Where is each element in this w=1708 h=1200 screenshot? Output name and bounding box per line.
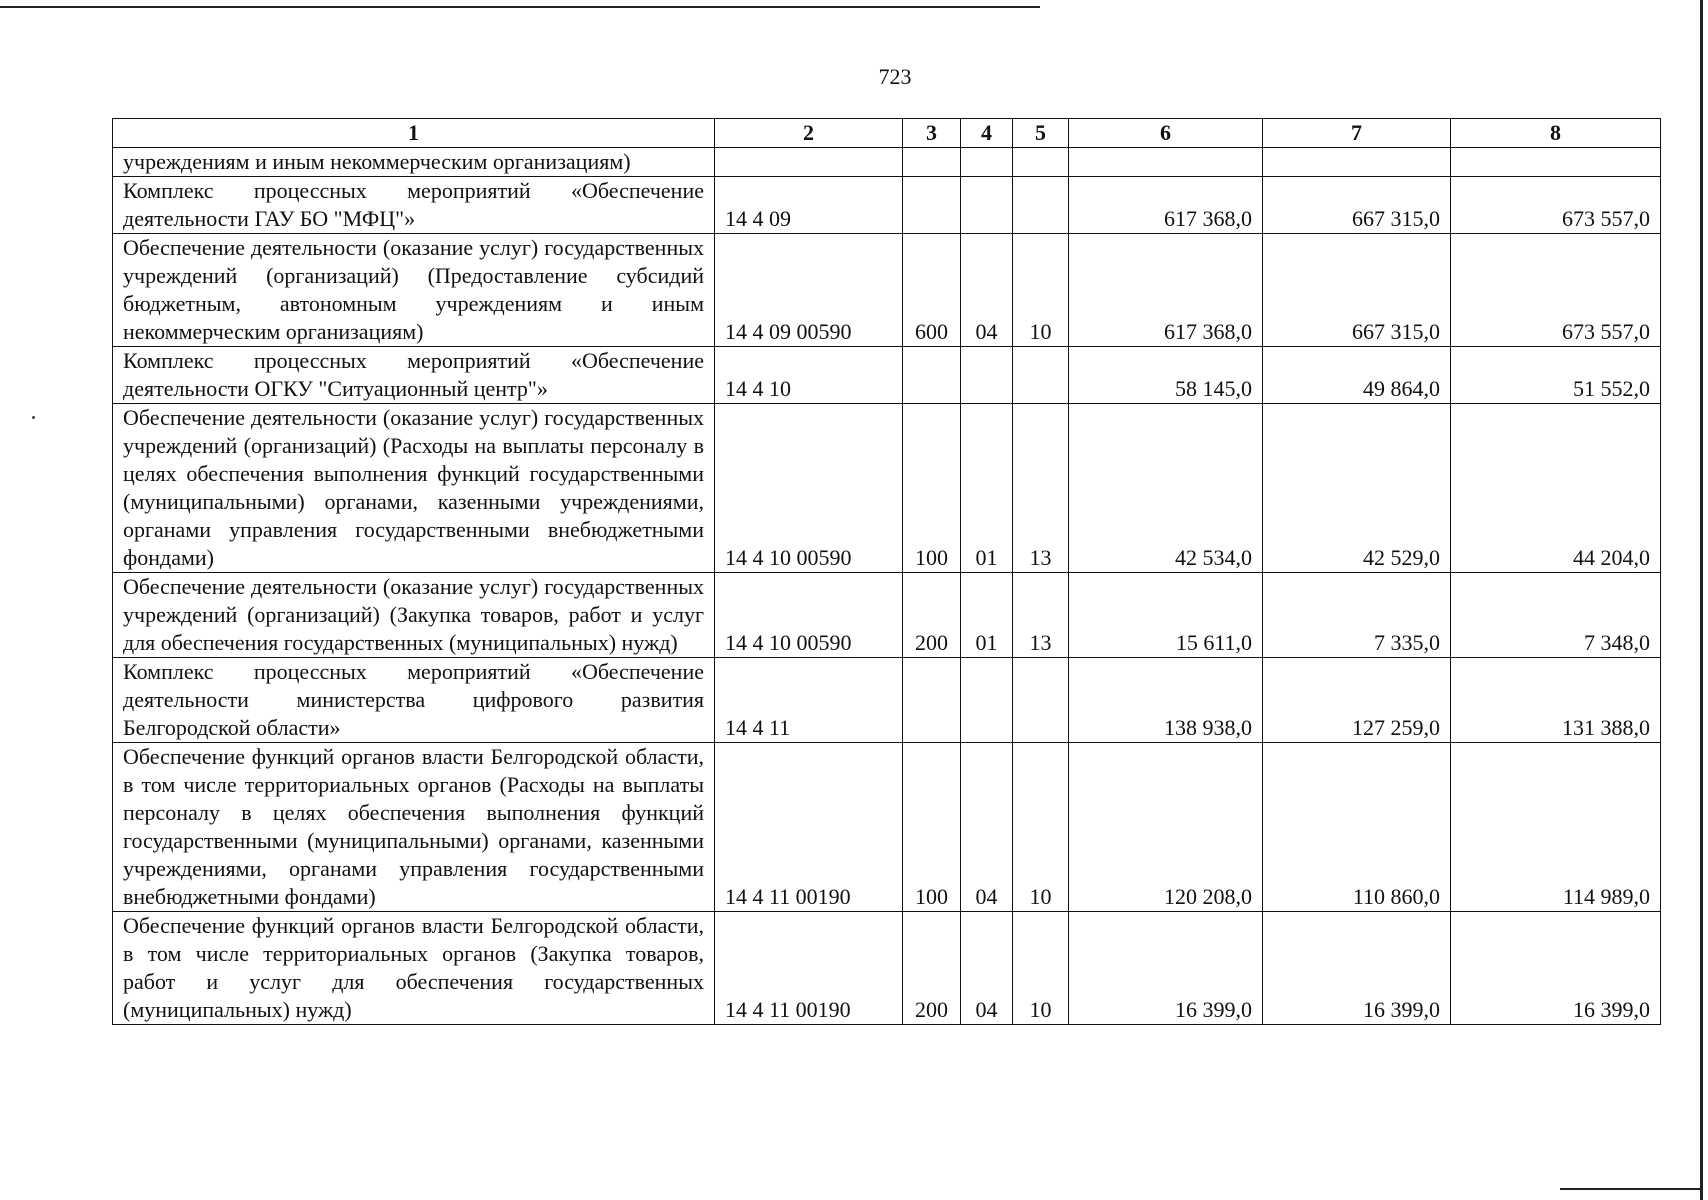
row-pr: 10 <box>1013 234 1069 347</box>
row-name: Комплекс процессных мероприятий «Обеспечение деятельности ОГКУ "Ситуационный центр"» <box>113 347 715 404</box>
page-number: 723 <box>878 64 912 89</box>
row-name: Комплекс процессных мероприятий «Обеспечение деятельности ГАУ БО "МФЦ"» <box>113 177 715 234</box>
row-vr: 200 <box>903 912 961 1025</box>
row-pr: 13 <box>1013 404 1069 573</box>
row-amount-col8: 7 348,0 <box>1451 573 1661 658</box>
row-vr: 200 <box>903 573 961 658</box>
row-name: Обеспечение функций органов власти Белгородской области, в том числе территориальных органов (Расходы на выплаты персоналу в целях обеспечения выполнения функций государственными (муниципальными) органами, казенными учреждениями, органами управления государственными внебюджетными фондами) <box>113 743 715 912</box>
row-amount-col8: 16 399,0 <box>1451 912 1661 1025</box>
row-pr <box>1013 347 1069 404</box>
row-code: 14 4 10 <box>715 347 903 404</box>
row-amount-col7: 7 335,0 <box>1263 573 1451 658</box>
header-col-1: 1 <box>113 119 715 148</box>
table-row <box>113 573 1661 658</box>
table-row <box>113 658 1661 743</box>
table-row <box>113 234 1661 347</box>
row-rz <box>961 177 1013 234</box>
table-row <box>113 347 1661 404</box>
row-vr: 100 <box>903 743 961 912</box>
scan-border-top <box>0 6 1040 8</box>
row-amount-col6: 16 399,0 <box>1069 912 1263 1025</box>
row-name: Комплекс процессных мероприятий «Обеспечение деятельности министерства цифрового развития Белгородской области» <box>113 658 715 743</box>
row-vr <box>903 148 961 177</box>
row-code: 14 4 09 00590 <box>715 234 903 347</box>
row-amount-col8: 44 204,0 <box>1451 404 1661 573</box>
row-amount-col6 <box>1069 148 1263 177</box>
row-amount-col7 <box>1263 148 1451 177</box>
row-amount-col7: 42 529,0 <box>1263 404 1451 573</box>
row-rz: 04 <box>961 234 1013 347</box>
row-amount-col7: 667 315,0 <box>1263 234 1451 347</box>
row-amount-col7: 16 399,0 <box>1263 912 1451 1025</box>
header-col-6: 6 <box>1069 119 1263 148</box>
row-amount-col8: 131 388,0 <box>1451 658 1661 743</box>
row-amount-col6: 15 611,0 <box>1069 573 1263 658</box>
row-rz: 01 <box>961 404 1013 573</box>
row-code: 14 4 11 00190 <box>715 743 903 912</box>
row-pr: 13 <box>1013 573 1069 658</box>
header-col-3: 3 <box>903 119 961 148</box>
row-name: учреждениям и иным некоммерческим организациям) <box>113 148 715 177</box>
header-col-7: 7 <box>1263 119 1451 148</box>
row-amount-col7: 127 259,0 <box>1263 658 1451 743</box>
row-rz <box>961 658 1013 743</box>
row-amount-col7: 49 864,0 <box>1263 347 1451 404</box>
row-amount-col6: 138 938,0 <box>1069 658 1263 743</box>
scan-speck <box>32 416 35 419</box>
row-pr <box>1013 177 1069 234</box>
row-pr: 10 <box>1013 743 1069 912</box>
header-col-8: 8 <box>1451 119 1661 148</box>
row-vr: 600 <box>903 234 961 347</box>
row-amount-col8: 51 552,0 <box>1451 347 1661 404</box>
row-rz <box>961 347 1013 404</box>
table-row <box>113 177 1661 234</box>
row-pr <box>1013 148 1069 177</box>
table-row <box>113 912 1661 1025</box>
row-amount-col8: 114 989,0 <box>1451 743 1661 912</box>
row-amount-col8 <box>1451 148 1661 177</box>
row-rz: 01 <box>961 573 1013 658</box>
row-amount-col6: 42 534,0 <box>1069 404 1263 573</box>
budget-table <box>112 118 1661 1025</box>
row-amount-col7: 667 315,0 <box>1263 177 1451 234</box>
row-code: 14 4 10 00590 <box>715 404 903 573</box>
row-vr: 100 <box>903 404 961 573</box>
scan-border-bottom <box>1560 1188 1700 1190</box>
row-vr <box>903 658 961 743</box>
table-row <box>113 743 1661 912</box>
row-name: Обеспечение деятельности (оказание услуг) государственных учреждений (организаций) (Расходы на выплаты персоналу в целях обеспечения выполнения функций государственными (муниципальными) органами, казенными учреждениями, органами управления государственными внебюджетными фондами) <box>113 404 715 573</box>
row-amount-col6: 58 145,0 <box>1069 347 1263 404</box>
row-code: 14 4 09 <box>715 177 903 234</box>
header-col-4: 4 <box>961 119 1013 148</box>
row-name: Обеспечение деятельности (оказание услуг) государственных учреждений (организаций) (Закупка товаров, работ и услуг для обеспечения государственных (муниципальных) нужд) <box>113 573 715 658</box>
row-pr <box>1013 658 1069 743</box>
scan-border-right <box>1700 0 1703 1200</box>
row-amount-col6: 120 208,0 <box>1069 743 1263 912</box>
row-rz: 04 <box>961 743 1013 912</box>
row-name: Обеспечение функций органов власти Белгородской области, в том числе территориальных органов (Закупка товаров, работ и услуг для обеспечения государственных (муниципальных) нужд) <box>113 912 715 1025</box>
row-vr <box>903 177 961 234</box>
header-col-2: 2 <box>715 119 903 148</box>
row-rz: 04 <box>961 912 1013 1025</box>
row-amount-col7: 110 860,0 <box>1263 743 1451 912</box>
table-row <box>113 404 1661 573</box>
row-pr: 10 <box>1013 912 1069 1025</box>
row-amount-col8: 673 557,0 <box>1451 234 1661 347</box>
row-code: 14 4 10 00590 <box>715 573 903 658</box>
row-code: 14 4 11 <box>715 658 903 743</box>
header-row <box>113 119 1661 148</box>
row-rz <box>961 148 1013 177</box>
header-col-5: 5 <box>1013 119 1069 148</box>
row-amount-col6: 617 368,0 <box>1069 234 1263 347</box>
row-vr <box>903 347 961 404</box>
row-amount-col6: 617 368,0 <box>1069 177 1263 234</box>
row-name: Обеспечение деятельности (оказание услуг) государственных учреждений (организаций) (Предоставление субсидий бюджетным, автономным учреждениям и иным некоммерческим организациям) <box>113 234 715 347</box>
row-code <box>715 148 903 177</box>
table-row <box>113 148 1661 177</box>
row-code: 14 4 11 00190 <box>715 912 903 1025</box>
row-amount-col8: 673 557,0 <box>1451 177 1661 234</box>
